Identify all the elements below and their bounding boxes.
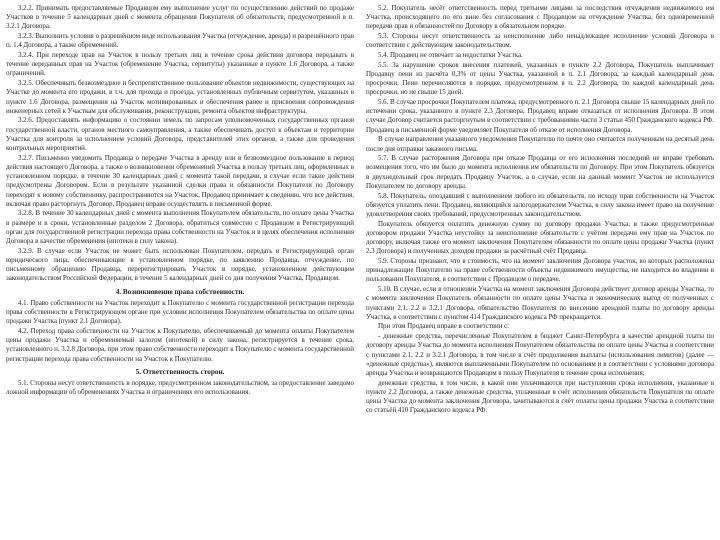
paragraph: 5.9. Стороны признают, что в стоимость, что на момент заключения Договора участок, во которых расположены принадлежащие Покупателю на праве собственности объекты недвижимого имущества, не находится во владении в пользовании Покупателя, в соответствии с Продавцом о передаче.: [366, 256, 714, 284]
paragraph: - денежные средства, перечисленные Покупателем в бюджет Санкт-Петербурга в качестве арендной платы по договору аренды Участка до момента исполнения Покупателем обязательства по оплате цены Участка в соответствии с пунктами 2.1, 2.2 и 3.2.1 Договора, в том числе в счёт продолжения выплаты (использования лимитов) (далее — «денежные средства»), являются выплаченными Покупателем по основаниям и в соответствии с условиями договора аренды Участка и возвращаются Продавцом в пользу Покупателя в течение срока исполнения;: [366, 332, 714, 377]
paragraph: 3.2.8. В течение 30 календарных дней с момента выполнения Покупателем обязательств, по оплате цены Участка в размере и в сроки, установленные разделом 2 Договора, обратиться совместно с Продавцом в Регистрирующий орган для государственной регистрации перехода права собственности на Участок и в целях обеспечения исполнения Договора в качестве обременения (ипотеки в силу закона).: [6, 209, 354, 246]
paragraph: 5.10. В случае, если в отношении Участка на момент заключения Договора действует договор аренды Участка, то с момента заключения Покупатель обязанности по оплате цены Участка и экономических выгод от полученных с пунктами 2.1, 2.2 и 3.2.1 Договора, обязательство Покупателя по внесению арендной платы по договору аренды Участка, в соответствии с пунктом 414 Гражданского кодекса РФ прекращается.: [366, 285, 714, 321]
paragraph: 5.1. Стороны несут ответственность в порядке, предусмотренном законодательством, за предоставление заведомо ложной информации об обременениях Участка и ограничениях его использования.: [6, 378, 354, 397]
section-heading: 5. Ответственность сторон.: [135, 366, 225, 376]
paragraph: 3.2.3. Выполнить условия о разрешённом виде использования Участка (отчуждение, аренда) и разрешённого прав п. 1.4 Договора, а также обременений.: [6, 32, 354, 50]
paragraph: 3.2.2. Принимать предоставляемые Продавцом ему выполнение услуг по осуществлению действий по продаже Участков в течение 5 календарных дней с момента обращения Покупателя об обязательств, предусмотренной в п. 3.2.1 Договора.: [6, 4, 354, 31]
paragraph: В случае направления указанного уведомления Покупателю по почте оно считается полученным на десятый день после дня отправки заказного письма.: [366, 135, 714, 153]
paragraph: 5.5. За нарушение сроков внесения платежей, указанных в пункте 2.2 Договора, Покупатель выплачивает Продавцу пени из расчёта 0,3% от цены Участка, указанной в п. 2.1 Договора, за каждый календарный день просрочки. Пени перечисляются в порядке, предусмотренном в п. 2.2 Договора, по каждой календарный день просрочки, но не свыше 15 дней.: [366, 60, 714, 97]
section-heading: 4. Возникновение права собственности.: [115, 286, 245, 296]
paragraph: 5.3. Стороны несут ответственность за неисполнение либо ненадлежащее исполнение условий Договора в соответствии с действующим законодательством.: [366, 32, 714, 50]
paragraph: 3.2.9. В случае если Участок не может быть использован Покупателем, передать в Регистрирующий орган юридического лица, обеспечивающие в установленном порядке, по заявлению Продавца, отчуждение, по письменному обращению Продавца, перерегистрировать Участок в порядке, установленном действующим законодательством Российской Федерации, в течение 5 календарных дней со дня получения Участка, Продавцом.: [6, 246, 354, 283]
paragraph: 5.2. Покупатель несёт ответственность перед третьими лицами за последствия отчуждения недвижимого им Участка, происходящего по его вине без согласования с Продавцом на отчуждение Участка, без одновременной передачи прав и обязанностей по Договору в обязательном порядке.: [366, 4, 714, 31]
paragraph: 4.2. Переход права собственности на Участок к Покупателю, обеспечиваемый до момента оплаты Покупателем цены продажи Участка и обременяемый залогом (ипотекой) в силу закона, регистрируется в течение срока, установленного п. 3.2.8 Договора, при этом право собственности переходит к Покупателю с момента государственной регистрации перехода права собственности на Участок к Покупателю.: [6, 326, 354, 363]
paragraph: При этом Продавец вправе в соответствии с:: [378, 322, 510, 331]
paragraph: 3.2.6. Предоставлять информацию о состоянии земель по запросам уполномоченных государственных органов государственной власти, органов местного самоуправления, а также обеспечивать доступ к объектам и территории Участка для контроля за исполнением условий Договора, представителей этих органов, а также для проведения контрольных мероприятий.: [6, 116, 354, 153]
paragraph: 5.8. Покупатель, опоздавший с выполнением любого из обязательств, по исходу прав собственности на Участок обязуется уплатить пени. Продавец, являющийся залогодержателем Участка, в силу закона имеет право на получение удовлетворения своих требований, предусмотренных законодательством.: [366, 191, 714, 218]
paragraph: 5.4. Продавец не отвечает за недостатки Участка.: [378, 51, 523, 60]
paragraph: 5.6. В случае просрочки Покупателем платежа, предусмотренного п. 2.1 Договора свыше 15 календарных дней по истечении срока, указанного в пункте 2.3 Договора, Продавец вправе отказаться от исполнения Договора. В этом случае Договор считается расторгнутым в соответствии с требованиями части 3 статьи 450 Гражданского кодекса РФ. Продавец в письменной форме уведомляет Покупателя об отказе от исполнения Договора.: [366, 98, 714, 134]
paragraph: 5.7. В случае расторжения Договора при отказе Продавца от его исполнения последний не вправе требовать возмещения того, что им было до момента исполнения им обязательств по Договору. При этом Покупатель обязуется в двухнедельный срок передать Продавцу Участок, а в случае, если на данный момент Участок не используется Покупателем по договору аренды.: [366, 154, 714, 190]
paragraph: 4.1. Право собственности на Участок переходит к Покупателю с момента государственной регистрации перехода права собственности в Регистрирующем органе при условии исполнения Покупателем обязательства по оплате цены продажи Участка (пункт 2.1 Договора).: [6, 298, 354, 326]
paragraph: 3.2.7. Письменно уведомить Продавца о передаче Участка в аренду или в безвозмездное пользование в период действия настоящего Договора, а также о возникновении обременений Участка в пользу третьих лиц, оформленных в установленном порядке, в течение 30 календарных дней с момента такой передачи, в случае если такие действия предусмотрены Договором. Если в результате указанной сделки права и обязанности Покупателя по Договору переходят к новому собственнику, распространяются на Участок, Продавец принимает к сведению, что все действия, включая право расторгнуть Договор, Продавец вправе осуществлять в письменной форме.: [6, 153, 354, 208]
right-column: [366, 4, 714, 538]
paragraph: 3.2.5. Обеспечивать безвозмездное и беспрепятственное пользование объектов недвижимости, существующих на Участке до момента его продажи, в т.ч. для прохода и проезда, установленных публичным сервитутом, указанных в пункте 1.6 Договора, размещения на Участок мотивированных и обеспечения ранее и присвоения сопровождения инженерных сетей к Участкам для обслуживания, реконструкции, ремонта объектов инфраструктуры.: [6, 79, 354, 115]
paragraph: денежные средства, в том числе, в какой они уплачиваются при наступлении срока исполнения, указанные в пункте 2.2 Договора, а также денежные средства, уплаченные в счёт исполнения обязательств Покупателя по оплате цены Участка до момента заключения Договора, зачитываются в счёт оплаты цены продажи Участка в соответствии со статьёй 410 Гражданского кодекса РФ.: [366, 378, 714, 415]
paragraph: 3.2.4. При переходе прав на Участок в пользу третьих лиц в течение срока действия договора передавать в течение переданных прав на Участок (обременение Участка, сервитуты) указанные в пункте 1.6 Договора, а также ограничений.: [6, 51, 354, 78]
paragraph: Покупатель обязуется оплатить денежную сумму по договору продажи Участка, в также предусмотренные договором продажи Участка неустойку за неисполнение обязательств с учётом передачи ему прав на Участок по договору, включая также его момент заключения Покупателем обязанности по оплате цены продажи Участка (пункт 2.3 Договора) и полученных доходов продажи за расчётный счёт Продавца.: [366, 219, 714, 256]
left-column: [6, 4, 354, 538]
